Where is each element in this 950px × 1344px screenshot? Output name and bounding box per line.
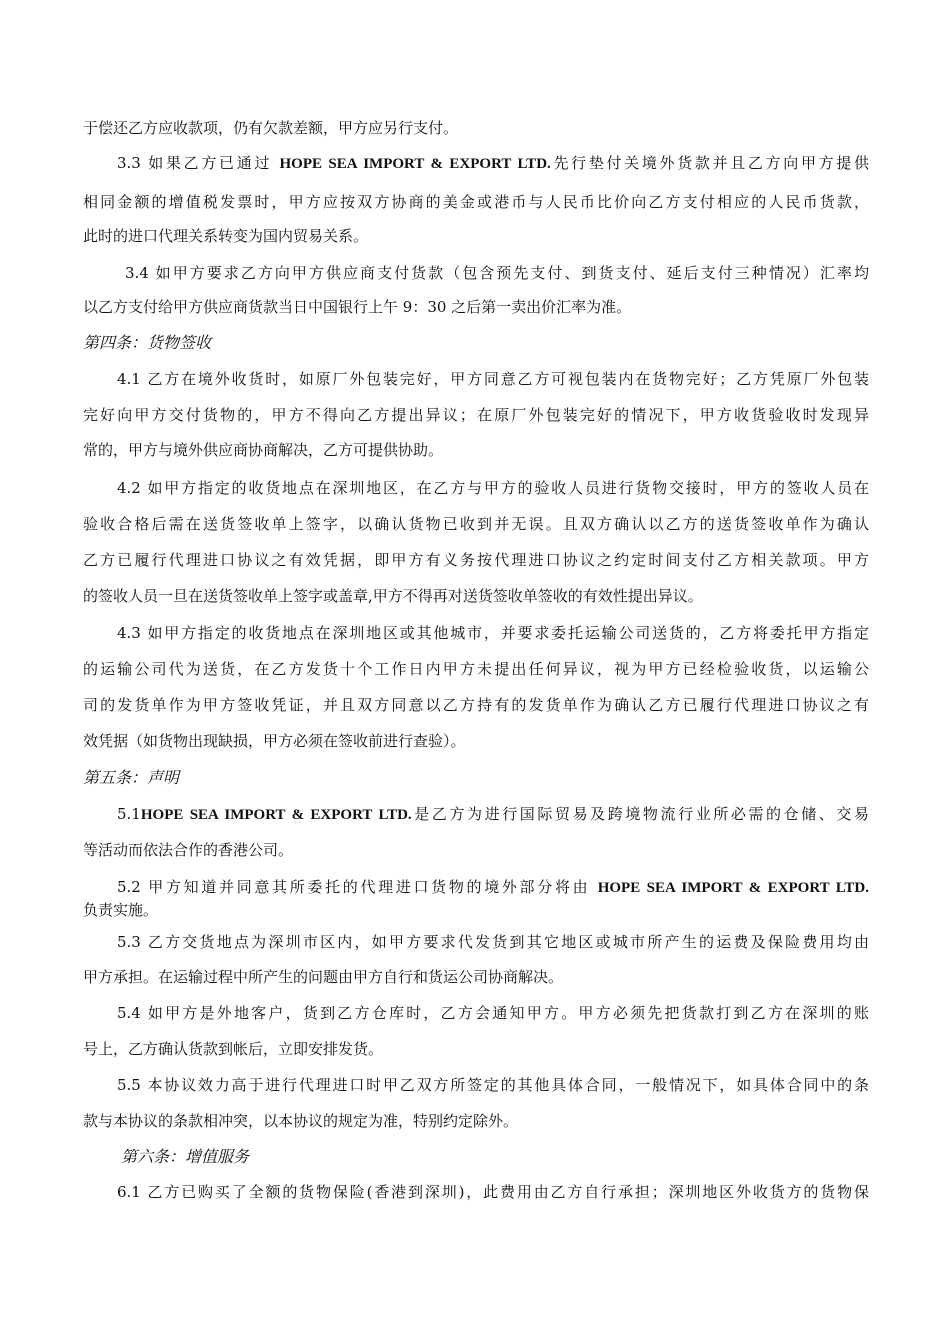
paragraph-4-1-line-3: 常的，甲方与境外供应商协商解决，乙方可提供协助。 bbox=[83, 441, 444, 459]
paragraph-4-2-line-4: 的签收人员一旦在送货签收单上签字或盖章,甲方不得再对送货签收单签收的有效性提出异议。 bbox=[83, 587, 703, 605]
company-name: HOPE SEA IMPORT & EXPORT LTD. bbox=[597, 880, 869, 896]
paragraph-4-3-line-3: 司的发货单作为甲方签收凭证，并且双方同意以乙方持有的发货单作为确认乙方已履行代理进口协议之有 bbox=[83, 696, 869, 714]
paragraph-4-2-line-1: 4.2 如甲方指定的收货地点在深圳地区，在乙方与甲方的验收人员进行货物交接时，甲方的签收人员在 bbox=[117, 479, 869, 497]
paragraph-4-3-line-1: 4.3 如甲方指定的收货地点在深圳地区或其他城市，并要求委托运输公司送货的，乙方将委托甲方指定 bbox=[117, 624, 869, 642]
paragraph-3-4-line-1: 3.4 如甲方要求乙方向甲方供应商支付货款（包含预先支付、到货支付、延后支付三种情况）汇率均 bbox=[125, 264, 869, 282]
paragraph-3-3-line-2: 相同金额的增值税发票时，甲方应按双方协商的美金或港币与人民币比价向乙方支付相应的人民币货款， bbox=[83, 193, 869, 211]
paragraph-5-1-line-1: 5.1HOPE SEA IMPORT & EXPORT LTD.是乙方为进行国际贸易及跨境物流行业所必需的仓储、交易 bbox=[117, 805, 869, 823]
paragraph-3-4-line-2: 以乙方支付给甲方供应商货款当日中国银行上午 9：30 之后第一卖出价汇率为准。 bbox=[83, 298, 632, 316]
paragraph-5-5-line-1: 5.5 本协议效力高于进行代理进口时甲乙双方所签定的其他具体合同，一般情况下，如具体合同中的条 bbox=[117, 1076, 869, 1094]
company-name: HOPE SEA IMPORT & EXPORT LTD. bbox=[279, 156, 551, 172]
paragraph-3-3-line-3: 此时的进口代理关系转变为国内贸易关系。 bbox=[83, 227, 369, 245]
paragraph-5-5-line-2: 款与本协议的条款相冲突，以本协议的规定为准，特别约定除外。 bbox=[83, 1112, 519, 1130]
paragraph-5-2-line-1: 5.2 甲方知道并同意其所委托的代理进口货物的境外部分将由 HOPE SEA IMPORT & EXPORT LTD. bbox=[117, 878, 869, 896]
paragraph-5-3-line-2: 甲方承担。在运输过程中所产生的问题由甲方自行和货运公司协商解决。 bbox=[83, 968, 564, 986]
paragraph-3-3-line-1: 3.3 如果乙方已通过 HOPE SEA IMPORT & EXPORT LTD.先行垫付关境外货款并且乙方向甲方提供 bbox=[117, 154, 869, 172]
paragraph-3-2-end: 于偿还乙方应收款项，仍有欠款差额，甲方应另行支付。 bbox=[83, 119, 459, 137]
paragraph-6-1-line-1: 6.1 乙方已购买了全额的货物保险(香港到深圳)，此费用由乙方自行承担；深圳地区外收货方的货物保 bbox=[117, 1183, 869, 1201]
paragraph-4-2-line-3: 乙方已履行代理进口协议之有效凭据，即甲方有义务按代理进口协议之约定时间支付乙方相关款项。甲方 bbox=[83, 551, 869, 569]
paragraph-5-4-line-2: 号上，乙方确认货款到帐后，立即安排发货。 bbox=[83, 1040, 384, 1058]
article-6-heading: 第六条：增值服务 bbox=[121, 1147, 250, 1166]
paragraph-4-1-line-1: 4.1 乙方在境外收货时，如原厂外包装完好，甲方同意乙方可视包装内在货物完好；乙方凭原厂外包装 bbox=[117, 370, 869, 388]
paragraph-5-4-line-1: 5.4 如甲方是外地客户，货到乙方仓库时，乙方会通知甲方。甲方必须先把货款打到乙方在深圳的账 bbox=[117, 1004, 869, 1022]
paragraph-4-3-line-4: 效凭据（如货物出现缺损，甲方必须在签收前进行查验）。 bbox=[83, 732, 466, 750]
article-4-heading: 第四条：货物签收 bbox=[83, 333, 212, 352]
article-5-heading: 第五条：声明 bbox=[83, 768, 180, 787]
paragraph-5-3-line-1: 5.3 乙方交货地点为深圳市区内，如甲方要求代发货到其它地区或城市所产生的运费及保险费用均由 bbox=[117, 933, 869, 951]
company-name: HOPE SEA IMPORT & EXPORT LTD. bbox=[140, 807, 412, 823]
paragraph-4-2-line-2: 验收合格后需在送货签收单上签字，以确认货物已收到并无误。且双方确认以乙方的送货签收单作为确认 bbox=[83, 515, 869, 533]
paragraph-4-3-line-2: 的运输公司代为送货，在乙方发货十个工作日内甲方未提出任何异议，视为甲方已经检验收货，以运输公 bbox=[83, 660, 869, 678]
paragraph-5-1-line-2: 等活动而依法合作的香港公司。 bbox=[83, 841, 294, 859]
paragraph-5-2-line-2: 负责实施。 bbox=[83, 901, 159, 919]
paragraph-4-1-line-2: 完好向甲方交付货物的，甲方不得向乙方提出异议；在原厂外包装完好的情况下，甲方收货验收时发现异 bbox=[83, 406, 869, 424]
